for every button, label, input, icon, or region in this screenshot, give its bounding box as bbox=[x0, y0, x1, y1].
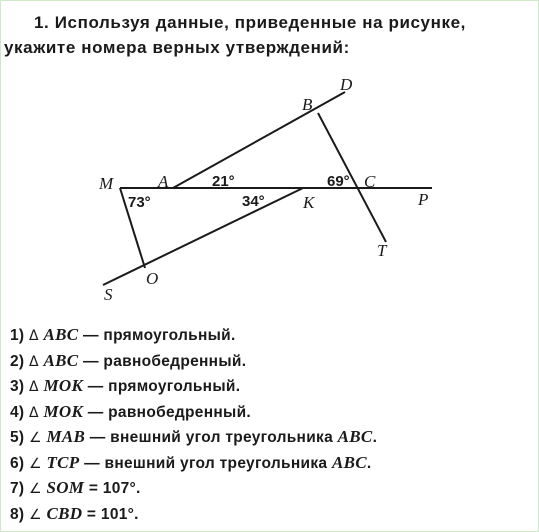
task-line-2: укажите номера верных утверждений: bbox=[4, 38, 350, 57]
label-m: M bbox=[99, 174, 114, 193]
angle-69: 69° bbox=[327, 173, 350, 190]
label-b: B bbox=[302, 95, 313, 114]
label-c: C bbox=[364, 172, 376, 191]
label-d: D bbox=[340, 75, 353, 94]
label-k: K bbox=[303, 193, 315, 212]
statement-item: 3) Δ MOK — прямоугольный. bbox=[10, 376, 241, 395]
label-o: O bbox=[146, 269, 159, 288]
angle-73: 73° bbox=[128, 194, 151, 211]
point-labels bbox=[98, 75, 428, 304]
angle-21: 21° bbox=[212, 173, 235, 190]
statement-item: 7) ∠ SOM = 107°. bbox=[10, 478, 141, 497]
label-p: P bbox=[418, 190, 429, 209]
label-s: S bbox=[104, 285, 113, 304]
label-t: T bbox=[377, 241, 387, 260]
statements-list bbox=[10, 322, 377, 526]
statement-item: 1) Δ ABC — прямоугольный. bbox=[10, 325, 236, 344]
statement-item: 2) Δ ABC — равнобедренный. bbox=[10, 350, 247, 370]
label-a: A bbox=[158, 172, 169, 191]
statement-item: 6) ∠ TCP — внешний угол треугольника ABC. bbox=[10, 452, 372, 472]
angle-34: 34° bbox=[242, 193, 265, 210]
statement-item: 5) ∠ MAB — внешний угол треугольника ABC. bbox=[10, 427, 378, 446]
statement-item: 8) ∠ CBD = 101°. bbox=[10, 503, 139, 523]
task-line-1: 1. Используя данные, приведенные на рисунке, bbox=[34, 13, 466, 32]
line-ad bbox=[173, 92, 345, 188]
statement-item: 4) Δ MOK — равнобедренный. bbox=[10, 401, 252, 421]
